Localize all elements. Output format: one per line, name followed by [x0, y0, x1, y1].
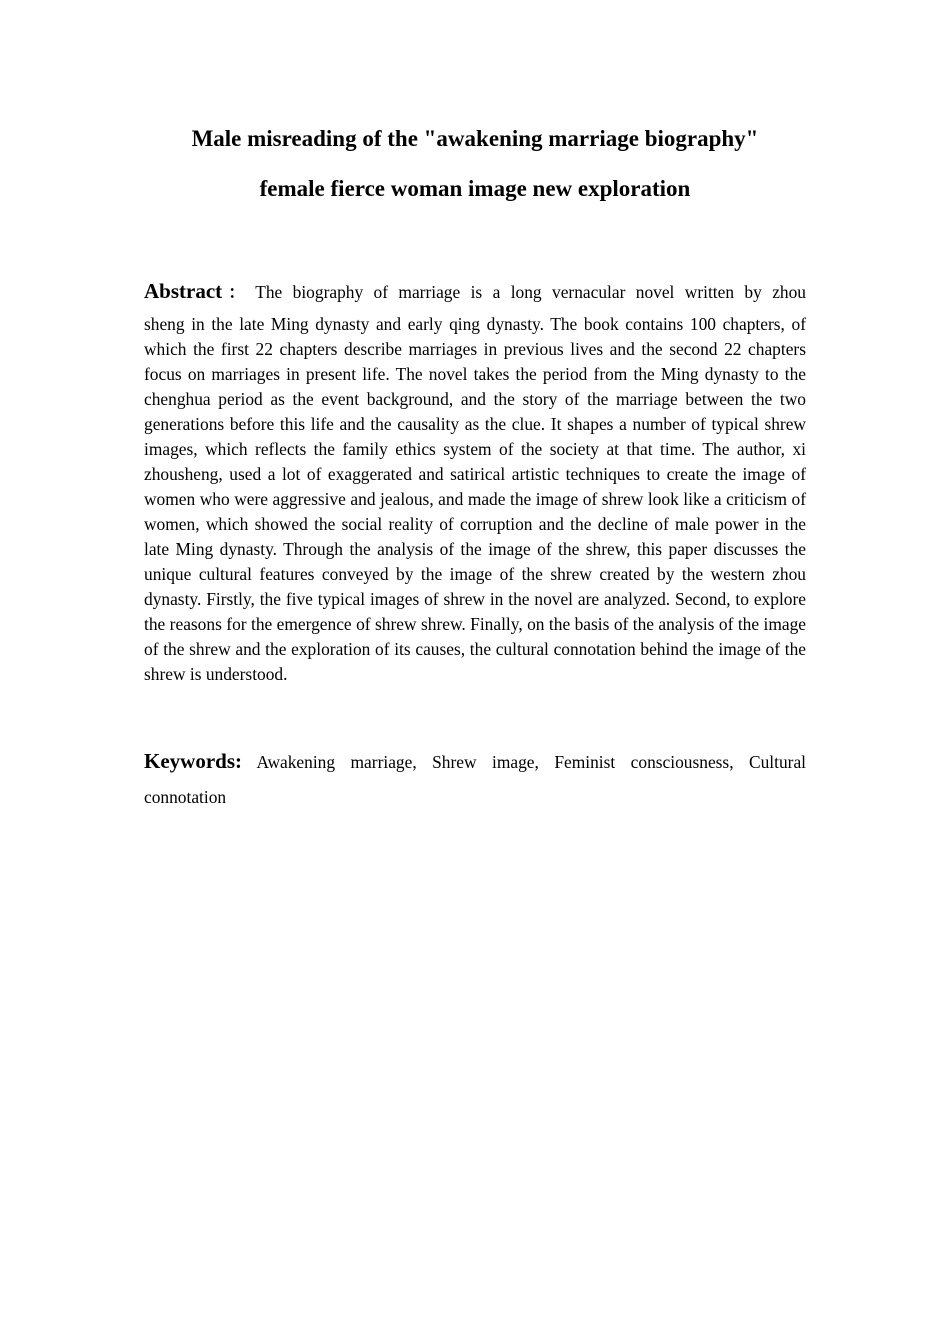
- keywords-first-line: [144, 746, 806, 782]
- abstract-label-separator: ：: [222, 283, 252, 302]
- paper-title-line-2: female fierce woman image new exploration: [259, 176, 691, 201]
- paper-title-line-1: Male misreading of the "awakening marriage biography": [191, 126, 759, 151]
- abstract-label: Abstract: [144, 279, 223, 303]
- abstract-first-line-text: The biography of marriage is a long vernacular novel written by zhou: [255, 282, 807, 302]
- abstract-body: sheng in the late Ming dynasty and early qing dynasty. The book contains 100 chapters, of which the first 22 chapters describe marriages in previous lives and the second 22 chapters focus on marriages in present life. The novel takes the period from the Ming dynasty to the chenghua period as the event background, and the story of the marriage between the two generations before this life and the causality as the clue. It shapes a number of typical shrew images, which reflects the family ethics system of the society at that time. The author, xi zhousheng, used a lot of exaggerated and satirical artistic techniques to create the image of women who were aggressive and jealous, and made the image of shrew look like a criticism of women, which showed the social reality of corruption and the decline of male power in the late Ming dynasty. Through the analysis of the image of the shrew, this paper discusses the unique cultural features conveyed by the image of the shrew created by the western zhou dynasty. Firstly, the five typical images of shrew in the novel are analyzed. Second, to explore the reasons for the emergence of shrew shrew. Finally, on the basis of the analysis of the image of the shrew and the exploration of its causes, the cultural connotation behind the image of the shrew is understood.: [144, 314, 806, 684]
- keywords-label: Keywords:: [144, 749, 242, 773]
- keywords-rest: connotation: [144, 787, 227, 807]
- keywords-first-line-text: Awakening marriage, Shrew image, Feminist consciousness, Cultural: [256, 752, 806, 772]
- keywords-section: [144, 746, 806, 812]
- abstract-first-line: [144, 276, 806, 312]
- abstract-section: [144, 276, 806, 687]
